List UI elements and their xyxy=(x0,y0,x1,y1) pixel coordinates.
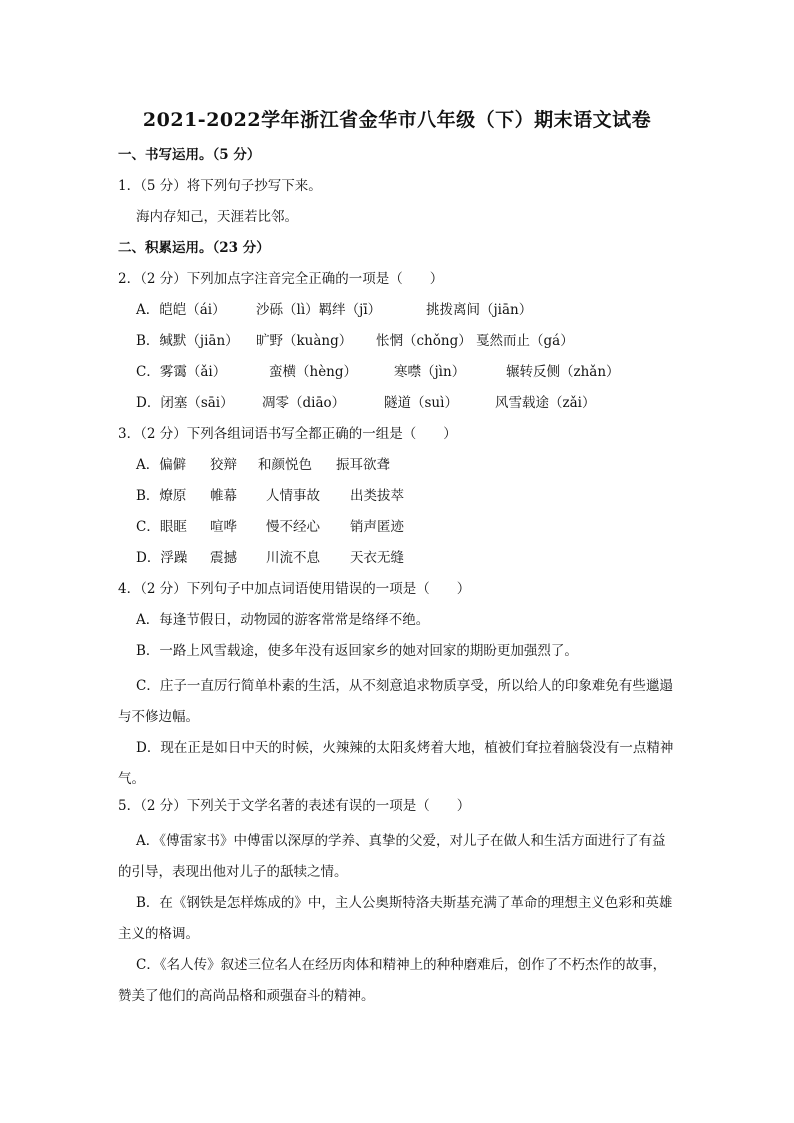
question-3-option-b xyxy=(136,487,404,507)
question-5-option-a: A．《傅雷家书》中傅雷以深厚的学养、真挚的父爱，对儿子在做人和生活方面进行了有益的引导，表现出他对儿子的舐犊之情。 xyxy=(118,833,666,881)
section-heading-writing: 一、书写运用。（5 分） xyxy=(118,147,261,163)
option-part: 蛮横（hèng） xyxy=(269,364,358,380)
option-part: 挑拨离间（jiān） xyxy=(426,302,533,318)
option-part: D．闭塞（sāi） xyxy=(136,395,234,411)
question-5-stem: 5．（2 分）下列关于文学名著的表述有误的一项是（ ） xyxy=(118,798,471,814)
question-3-option-a xyxy=(136,456,390,476)
option-part: 川流不息 xyxy=(266,550,320,566)
option-part: 喧哗 xyxy=(210,519,237,535)
option-part: 振耳欲聋 xyxy=(336,457,390,473)
question-1-sentence: 海内存知己，天涯若比邻。 xyxy=(136,209,298,225)
option-part: 凋零（diāo） xyxy=(262,395,346,411)
option-part: B．燎原 xyxy=(136,488,187,504)
question-2-stem: 2．（2 分）下列加点字注音完全正确的一项是（ ） xyxy=(118,271,444,287)
option-part: 天衣无缝 xyxy=(350,550,404,566)
question-4-stem: 4．（2 分）下列句子中加点词语使用错误的一项是（ ） xyxy=(118,581,471,597)
section-heading-accumulation: 二、积累运用。（23 分） xyxy=(118,240,270,256)
question-3-option-d xyxy=(136,549,404,569)
question-4-option-d: D．现在正是如日中天的时候，火辣辣的太阳炙烤着大地，植被们耷拉着脑袋没有一点精神气。 xyxy=(118,740,674,788)
option-part: 寒噤（jìn） xyxy=(394,364,466,380)
option-part: 和颜悦色 xyxy=(258,457,312,473)
option-part: 出类拔萃 xyxy=(350,488,404,504)
question-5-option-c: C．《名人传》叙述三位名人在经历肉体和精神上的种种磨难后，创作了不朽杰作的故事，赞美了他们的高尚品格和顽强奋斗的精神。 xyxy=(118,957,667,1005)
option-part: 人情事故 xyxy=(266,488,320,504)
option-part: 沙砾（lì）羁绊（jī） xyxy=(256,302,382,318)
question-1-stem: 1．（5 分）将下列句子抄写下来。 xyxy=(118,178,322,194)
question-5-option-b: B．在《钢铁是怎样炼成的》中，主人公奥斯特洛夫斯基充满了革命的理想主义色彩和英雄主义的格调。 xyxy=(118,895,673,943)
question-2-option-a xyxy=(136,301,532,321)
option-part: 辗转反侧（zhǎn） xyxy=(506,364,620,380)
option-part: 风雪载途（zǎi） xyxy=(495,395,596,411)
option-part: 狡辩 xyxy=(210,457,237,473)
question-4-option-c: C．庄子一直厉行简单朴素的生活，从不刻意追求物质享受，所以给人的印象难免有些邋遢与不修边幅。 xyxy=(118,678,673,726)
option-part: A．偏僻 xyxy=(136,457,187,473)
option-part: 隧道（suì） xyxy=(384,395,458,411)
option-part: 震撼 xyxy=(210,550,237,566)
question-2-option-b xyxy=(136,332,574,352)
question-4-option-b: B．一路上风雪载途，使多年没有返回家乡的她对回家的期盼更加强烈了。 xyxy=(136,643,578,659)
option-part: C．雾霭（ǎi） xyxy=(136,364,227,380)
option-part: A．皑皑（ái） xyxy=(136,302,226,318)
option-part: 帷幕 xyxy=(210,488,237,504)
question-4-option-a: A．每逢节假日，动物园的游客常常是络绎不绝。 xyxy=(136,612,430,628)
option-part: 慢不经心 xyxy=(266,519,320,535)
question-2-option-c xyxy=(136,363,620,383)
option-part: D．浮躁 xyxy=(136,550,188,566)
exam-title: 2021-2022学年浙江省金华市八年级（下）期末语文试卷 xyxy=(142,109,652,131)
option-part: 销声匿迹 xyxy=(350,519,404,535)
question-3-stem: 3．（2 分）下列各组词语书写全都正确的一组是（ ） xyxy=(118,426,457,442)
question-2-option-d xyxy=(136,394,595,414)
option-part: 怅惘（chǒng） xyxy=(376,333,472,349)
option-part: C．眼眶 xyxy=(136,519,187,535)
option-part: B．缄默（jiān） xyxy=(136,333,239,349)
question-3-option-c xyxy=(136,518,404,538)
option-part: 戛然而止（gá） xyxy=(476,333,574,349)
option-part: 旷野（kuàng） xyxy=(256,333,353,349)
